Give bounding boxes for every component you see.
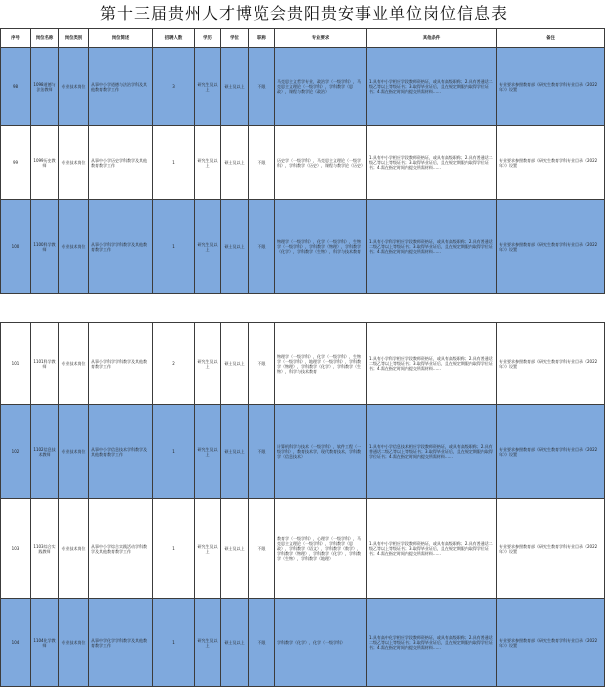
header-cell: 招聘人数 [153, 29, 195, 48]
cell-cond: 1.具有中小学相应学段教师资格证，或具有高级职称；2.具有普通话二级乙等以上等级证书；3.取得毕业证后，且在规定期限内取得学位证书；4.需在指定时间内提交所需材料…… [367, 126, 497, 200]
cell-type: 专业技术岗位 [59, 499, 89, 599]
cell-cond: 1.具有中小学相应学段教师资格证，或具有高级职称；2.具有普通话二级乙等以上等级证书；3.取得毕业证后，且在规定期限内取得学位证书；4.需在指定时间内提交所需材料…… [367, 499, 497, 599]
cell-edu: 研究生及以上 [195, 48, 221, 126]
cell-major: 学科教学（化学），化学（一级学科） [275, 599, 367, 687]
cell-note: 专业要求参照教育部《研究生教育学科专业目录（2022年）》设置 [497, 200, 605, 294]
cell-desc: 从事小学科学学科教学及其他教育教学工作 [89, 323, 153, 405]
table-row [1, 499, 605, 599]
table-row [1, 323, 605, 405]
cell-count: 1 [153, 499, 195, 599]
header-cell: 其他条件 [367, 29, 497, 48]
cell-major: 计算机科学与技术（一级学科），软件工程（一级学科），教育技术学，现代教育技术，学科教学（信息技术） [275, 405, 367, 499]
cell-count: 1 [153, 126, 195, 200]
header-cell: 学历 [195, 29, 221, 48]
cell-degree: 硕士及以上 [221, 323, 249, 405]
cell-degree: 硕士及以上 [221, 405, 249, 499]
cell-cond: 1.具有小学科学相应学段教师资格证，或具有高级职称；2.具有普通话二级乙等以上等级证书；3.取得毕业证后，且在规定期限内取得学位证书；4.需在指定时间内提交所需材料…… [367, 200, 497, 294]
cell-note: 专业要求参照教育部《研究生教育学科专业目录（2022年）》设置 [497, 126, 605, 200]
header-cell: 序号 [1, 29, 31, 48]
table-gap [0, 311, 608, 322]
cell-name: 1103综合实践教师 [31, 499, 59, 599]
cell-count: 1 [153, 200, 195, 294]
cell-degree: 硕士及以上 [221, 200, 249, 294]
cell-title: 不限 [249, 200, 275, 294]
cell-title: 不限 [249, 405, 275, 499]
cell-count: 1 [153, 405, 195, 499]
cell-cond: 1.具有中小学相应学段教师资格证，或具有高级职称；2.具有普通话二级乙等以上等级证书；3.取得毕业证后，且在规定期限内取得学位证书；4.需在指定时间内提交所需材料…… [367, 48, 497, 126]
cell-desc: 从事中小学信息技术学科教学及其他教育教学工作 [89, 405, 153, 499]
cell-note: 专业要求参照教育部《研究生教育学科专业目录（2022年）》设置 [497, 599, 605, 687]
header-cell: 学位 [221, 29, 249, 48]
cell-note: 专业要求参照教育部《研究生教育学科专业目录（2022年）》设置 [497, 499, 605, 599]
cell-desc: 从事中小学道德与法治学科及其他教育教学工作 [89, 48, 153, 126]
header-row [1, 29, 605, 48]
cell-no: 100 [1, 200, 31, 294]
cell-name: 1102信息技术教师 [31, 405, 59, 499]
cell-title: 不限 [249, 48, 275, 126]
cell-major: 物理学（一级学科），化学（一级学科），生物学（一级学科），地理学（一级学科），学科教学（物理），学科教学（化学），学科教学（生物），科学与技术教育 [275, 323, 367, 405]
cell-name: 1100科学教师 [31, 200, 59, 294]
cell-desc: 从事中小学综合实践活动学科教学及其他教育教学工作 [89, 499, 153, 599]
cell-type: 专业技术岗位 [59, 126, 89, 200]
cell-edu: 研究生及以上 [195, 126, 221, 200]
cell-no: 102 [1, 405, 31, 499]
table-row [1, 200, 605, 294]
cell-degree: 硕士及以上 [221, 126, 249, 200]
cell-type: 专业技术岗位 [59, 48, 89, 126]
cell-no: 101 [1, 323, 31, 405]
cell-type: 专业技术岗位 [59, 599, 89, 687]
job-table-upper [0, 28, 605, 294]
header-cell: 专业要求 [275, 29, 367, 48]
header-cell: 岗位简述 [89, 29, 153, 48]
cell-cond: 1.具有小学科学相应学段教师资格证，或具有高级职称；2.具有普通话二级乙等以上等级证书；3.取得毕业证后，且在规定期限内取得学位证书；4.需在指定时间内提交所需材料…… [367, 323, 497, 405]
job-table-lower [0, 322, 605, 687]
cell-major: 物理学（一级学科），化学（一级学科），生物学（一级学科），学科教学（物理），学科教学（化学），学科教学（生物），科学与技术教育 [275, 200, 367, 294]
cell-edu: 研究生及以上 [195, 323, 221, 405]
cell-edu: 研究生及以上 [195, 200, 221, 294]
cell-note: 专业要求参照教育部《研究生教育学科专业目录（2022年）》设置 [497, 48, 605, 126]
cell-type: 专业技术岗位 [59, 323, 89, 405]
header-cell: 岗位类别 [59, 29, 89, 48]
cell-degree: 硕士及以上 [221, 48, 249, 126]
header-cell: 备注 [497, 29, 605, 48]
cell-edu: 研究生及以上 [195, 599, 221, 687]
cell-name: 1098道德与法治教师 [31, 48, 59, 126]
cell-no: 99 [1, 126, 31, 200]
cell-title: 不限 [249, 599, 275, 687]
page-title: 第十三届贵州人才博览会贵阳贵安事业单位岗位信息表 [99, 4, 508, 23]
cell-cond: 1.具有高中化学相应学段教师资格证，或具有高级职称；2.具有普通话二级乙等以上等级证书；3.取得毕业证后，且在规定期限内取得学位证书；4.需在指定时间内提交所需材料…… [367, 599, 497, 687]
cell-major: 历史学（一级学科），马克思主义理论（一级学科），学科教学（历史），课程与教学论（历史） [275, 126, 367, 200]
cell-name: 1101科学教师 [31, 323, 59, 405]
cell-desc: 从事中学化学学科教学及其他教育教学工作 [89, 599, 153, 687]
cell-name: 1099历史教师 [31, 126, 59, 200]
cell-no: 104 [1, 599, 31, 687]
cell-no: 98 [1, 48, 31, 126]
cell-type: 专业技术岗位 [59, 200, 89, 294]
cell-desc: 从事小学科学学科教学及其他教育教学工作 [89, 200, 153, 294]
table-row [1, 599, 605, 687]
cell-cond: 1.具有中小学信息技术相应学段教师资格证，或具有高级职称；2.具有普通话二级乙等以上等级证书；3.取得毕业证后，且在规定期限内取得学位证书；4.需在指定时间内提交所需材料…… [367, 405, 497, 499]
cell-no: 103 [1, 499, 31, 599]
cell-degree: 硕士及以上 [221, 499, 249, 599]
cell-edu: 研究生及以上 [195, 405, 221, 499]
cell-degree: 硕士及以上 [221, 599, 249, 687]
cell-type: 专业技术岗位 [59, 405, 89, 499]
cell-title: 不限 [249, 126, 275, 200]
cell-note: 专业要求参照教育部《研究生教育学科专业目录（2022年）》设置 [497, 405, 605, 499]
cell-title: 不限 [249, 499, 275, 599]
table-row [1, 126, 605, 200]
cell-count: 1 [153, 599, 195, 687]
header-cell: 职称 [249, 29, 275, 48]
cell-note: 专业要求参照教育部《研究生教育学科专业目录（2022年）》设置 [497, 323, 605, 405]
cell-title: 不限 [249, 323, 275, 405]
cell-count: 2 [153, 323, 195, 405]
cell-edu: 研究生及以上 [195, 499, 221, 599]
cell-count: 3 [153, 48, 195, 126]
table-row [1, 48, 605, 126]
cell-name: 1104化学教师 [31, 599, 59, 687]
header-cell: 岗位名称 [31, 29, 59, 48]
cell-major: 马克思主义哲学专业，政治学（一级学科），马克思主义理论（一级学科），学科教学（思政），课程与教学论（政治） [275, 48, 367, 126]
cell-desc: 从事中小学历史学科教学及其他教育教学工作 [89, 126, 153, 200]
cell-major: 教育学（一级学科），心理学（一级学科），马克思主义理论（一级学科），学科教学（思政），学科教学（语文），学科教学（数学），学科教学（物理），学科教学（化学），学科教学（生物），学科教学（地理） [275, 499, 367, 599]
table-row [1, 405, 605, 499]
